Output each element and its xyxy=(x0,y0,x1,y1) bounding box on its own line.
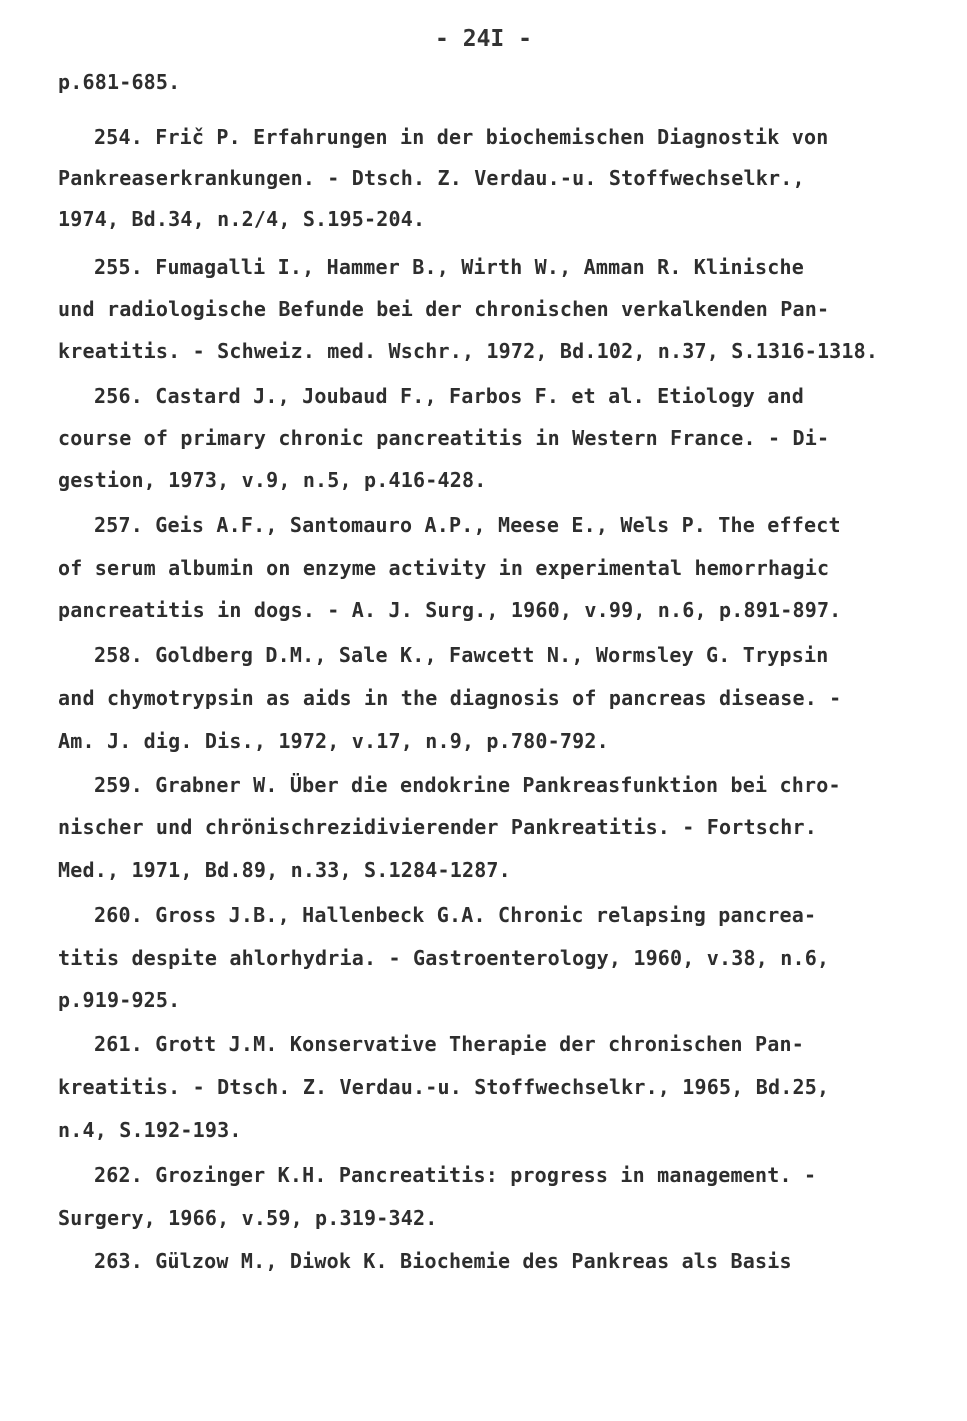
reference-line: Surgery, 1966, v.59, p.319-342. xyxy=(58,1206,438,1230)
reference-line: 258. Goldberg D.M., Sale K., Fawcett N., Wormsley G. Trypsin xyxy=(94,643,829,667)
page-number: - 24I - xyxy=(435,26,532,52)
reference-line: Am. J. dig. Dis., 1972, v.17, n.9, p.780-792. xyxy=(58,729,609,753)
reference-line: 263. Gülzow M., Diwok K. Biochemie des Pankreas als Basis xyxy=(94,1249,792,1273)
reference-line: p.919-925. xyxy=(58,988,181,1012)
reference-line: 256. Castard J., Joubaud F., Farbos F. et al. Etiology and xyxy=(94,384,804,408)
reference-line: course of primary chronic pancreatitis in Western France. - Di- xyxy=(58,426,830,450)
reference-line: 257. Geis A.F., Santomauro A.P., Meese E., Wels P. The effect xyxy=(94,513,841,537)
reference-line: pancreatitis in dogs. - A. J. Surg., 1960, v.99, n.6, p.891-897. xyxy=(58,598,842,622)
reference-line: kreatitis. - Dtsch. Z. Verdau.-u. Stoffwechselkr., 1965, Bd.25, xyxy=(58,1075,830,1099)
reference-line: and chymotrypsin as aids in the diagnosis of pancreas disease. - xyxy=(58,686,842,710)
reference-line: 1974, Bd.34, n.2/4, S.195-204. xyxy=(58,207,426,231)
reference-line: n.4, S.192-193. xyxy=(58,1118,242,1142)
reference-line: Pankreaserkrankungen. - Dtsch. Z. Verdau.-u. Stoffwechselkr., xyxy=(58,166,805,190)
reference-line: und radiologische Befunde bei der chronischen verkalkenden Pan- xyxy=(58,297,830,321)
reference-line: of serum albumin on enzyme activity in experimental hemorrhagic xyxy=(58,556,830,580)
reference-line: nischer und chrönischrezidivierender Pankreatitis. - Fortschr. xyxy=(58,815,817,839)
reference-line: 259. Grabner W. Über die endokrine Pankreasfunktion bei chro- xyxy=(94,773,841,797)
reference-line: 255. Fumagalli I., Hammer B., Wirth W., Amman R. Klinische xyxy=(94,255,804,279)
reference-line: gestion, 1973, v.9, n.5, p.416-428. xyxy=(58,468,487,492)
reference-line: Med., 1971, Bd.89, n.33, S.1284-1287. xyxy=(58,858,511,882)
reference-line: 261. Grott J.M. Konservative Therapie der chronischen Pan- xyxy=(94,1032,804,1056)
reference-line: titis despite ahlorhydria. - Gastroenterology, 1960, v.38, n.6, xyxy=(58,946,830,970)
reference-line: 262. Grozinger K.H. Pancreatitis: progress in management. - xyxy=(94,1163,817,1187)
reference-line: kreatitis. - Schweiz. med. Wschr., 1972, Bd.102, n.37, S.1316-1318. xyxy=(58,339,879,363)
reference-line: p.681-685. xyxy=(58,70,181,94)
reference-line: 260. Gross J.B., Hallenbeck G.A. Chronic relapsing pancrea- xyxy=(94,903,817,927)
reference-line: 254. Frič P. Erfahrungen in der biochemischen Diagnostik von xyxy=(94,125,829,149)
